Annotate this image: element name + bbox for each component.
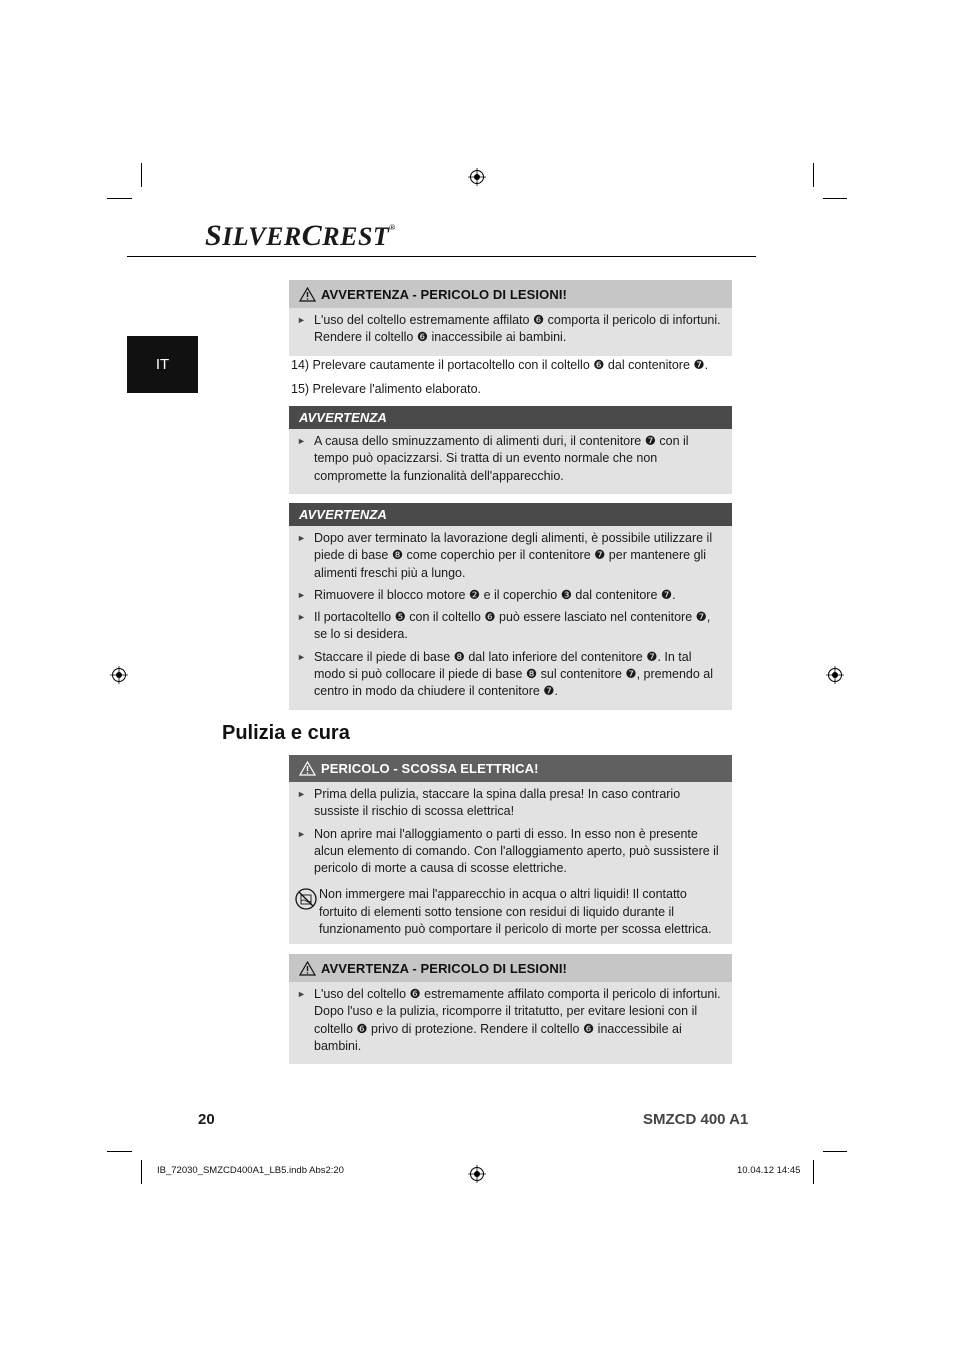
- warning-triangle-icon: [299, 761, 316, 776]
- note-list: [289, 526, 732, 710]
- language-tab: IT: [127, 336, 198, 393]
- crop-mark: [141, 163, 142, 187]
- note-header: [289, 406, 732, 429]
- note-box-2: [289, 503, 732, 710]
- warning-list: [289, 308, 732, 356]
- page-number: 20: [198, 1111, 215, 1128]
- step-14: 14) Prelevare cautamente il portacoltello con il coltello ❻ dal contenitore ❼.: [291, 358, 709, 372]
- warning-list: [289, 982, 732, 1064]
- warning-header: [289, 280, 732, 308]
- crop-mark: [107, 1151, 132, 1152]
- warning-box-injury-2: [289, 954, 732, 1064]
- slug-file: IB_72030_SMZCD400A1_LB5.indb Abs2:20: [157, 1165, 344, 1176]
- section-title: Pulizia e cura: [222, 722, 350, 744]
- list-item: ► Staccare il piede di base ❽ dal lato inferiore del contenitore ❼. In tal modo si può collocare il piede di base ❽ sul contenitore ❼, premendo al centro in modo da chiudere il contenitore ❼.: [289, 649, 724, 701]
- crop-mark: [823, 198, 847, 199]
- note-header: [289, 503, 732, 526]
- warning-header: [289, 954, 732, 982]
- list-item: ► L'uso del coltello ❻ estremamente affilato comporta il pericolo di infortuni. Dopo l'uso e la pulizia, ricomporre il tritatutto, per evitare lesioni con il coltello ❻ privo di protezione. Rendere il coltello ❻ inaccessibile ai bambini.: [289, 986, 724, 1055]
- danger-list: [289, 782, 732, 886]
- brand-logo: SILVERCREST®: [205, 219, 396, 252]
- note-title: AVVERTENZA: [299, 507, 387, 522]
- registration-mark-icon: [826, 666, 844, 684]
- list-item: ► L'uso del coltello estremamente affilato ❻ comporta il pericolo di infortuni. Rendere il coltello ❻ inaccessibile ai bambini.: [289, 312, 724, 347]
- crop-mark: [813, 1160, 814, 1184]
- slug-date: 10.04.12 14:45: [737, 1165, 801, 1176]
- note-title: AVVERTENZA: [299, 410, 387, 425]
- list-item: ► Dopo aver terminato la lavorazione degli alimenti, è possibile utilizzare il piede di base ❽ come coperchio per il contenitore ❼ per mantenere gli alimenti freschi più a lungo.: [289, 530, 724, 582]
- list-item: ► Il portacoltello ❺ con il coltello ❻ può essere lasciato nel contenitore ❼, se lo si desidera.: [289, 609, 724, 644]
- danger-title: PERICOLO - SCOSSA ELETTRICA!: [321, 761, 539, 776]
- registration-mark-icon: [468, 168, 486, 186]
- list-item: ► A causa dello sminuzzamento di alimenti duri, il contenitore ❼ con il tempo può opacizzarsi. Si tratta di un evento normale che non compromette la funzionalità dell'apparecchio.: [289, 433, 724, 485]
- registration-mark-icon: [468, 1165, 486, 1183]
- model-number: SMZCD 400 A1: [643, 1111, 749, 1128]
- step-15: 15) Prelevare l'alimento elaborato.: [291, 382, 481, 396]
- list-item: ► Non aprire mai l'alloggiamento o parti di esso. In esso non è presente alcun elemento di comando. Con l'alloggiamento aperto, può sussistere il pericolo di morte a causa di scosse elettriche.: [289, 826, 724, 878]
- crop-mark: [141, 1160, 142, 1184]
- danger-header: [289, 755, 732, 782]
- danger-box-electric: [289, 755, 732, 944]
- warning-triangle-icon: [299, 287, 316, 302]
- list-item: ► Rimuovere il blocco motore ❷ e il coperchio ❸ dal contenitore ❼.: [289, 587, 724, 604]
- no-immerse-text: Non immergere mai l'apparecchio in acqua o altri liquidi! Il contatto fortuito di elementi sotto tensione con residui di liquido durante il funzionamento può comportare il pericolo di morte per scossa elettrica.: [319, 887, 712, 937]
- warning-box-injury: [289, 280, 732, 356]
- warning-triangle-icon: [299, 961, 316, 976]
- registration-mark-icon: [110, 666, 128, 684]
- crop-mark: [107, 198, 132, 199]
- no-immersion-icon: [295, 888, 317, 910]
- header-rule: [127, 256, 756, 257]
- warning-title: AVVERTENZA - PERICOLO DI LESIONI!: [321, 960, 567, 976]
- crop-mark: [823, 1151, 847, 1152]
- no-immerse-warning: [289, 886, 732, 944]
- note-list: [289, 429, 732, 494]
- warning-title: AVVERTENZA - PERICOLO DI LESIONI!: [321, 286, 567, 302]
- list-item: ► Prima della pulizia, staccare la spina dalla presa! In caso contrario sussiste il rischio di scossa elettrica!: [289, 786, 724, 821]
- crop-mark: [813, 163, 814, 187]
- note-box-1: [289, 406, 732, 494]
